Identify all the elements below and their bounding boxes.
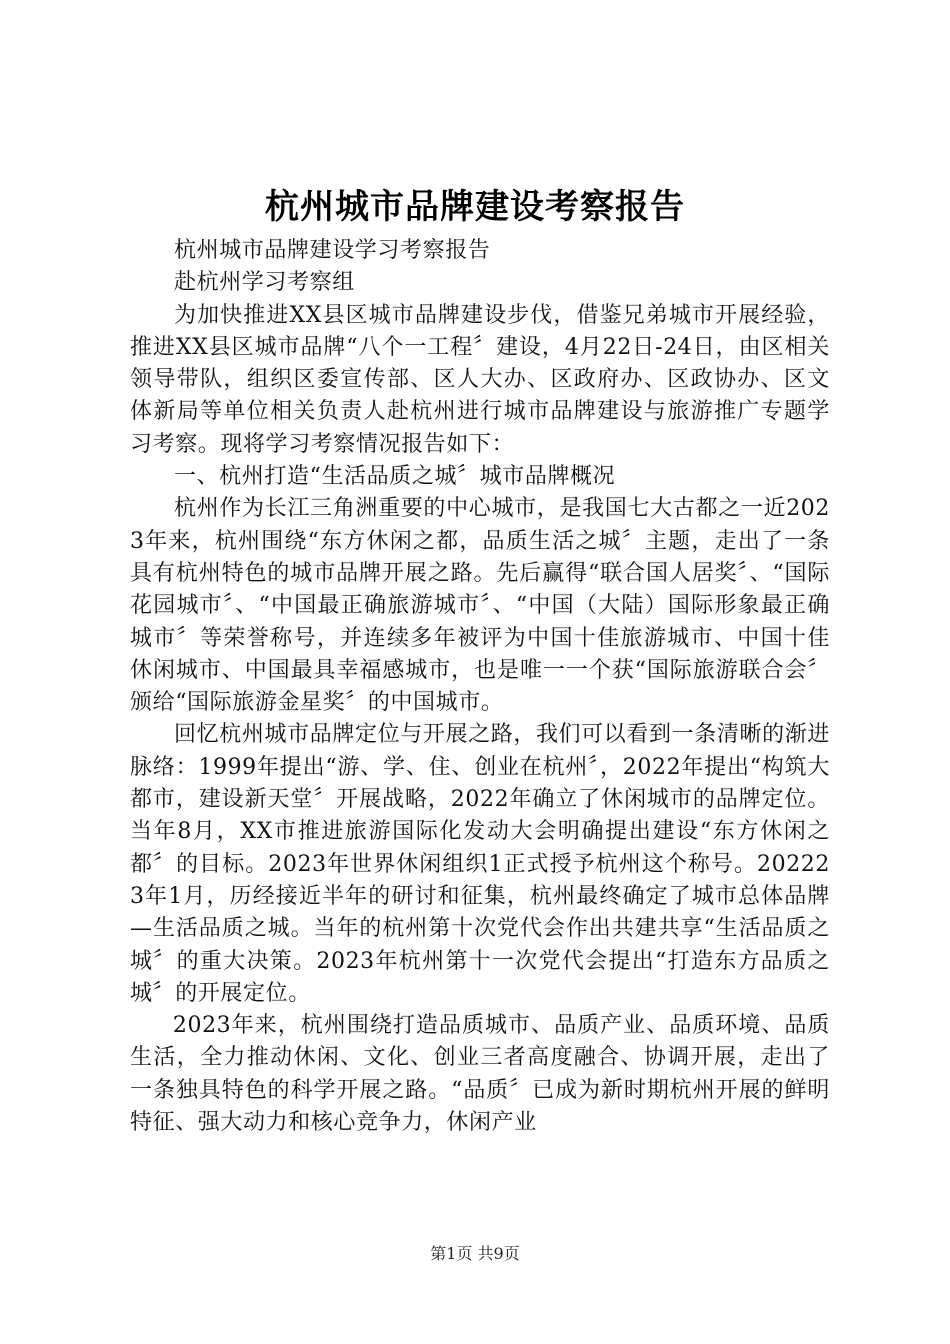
paragraph-author: 赴杭州学习考察组 bbox=[174, 270, 355, 296]
paragraph-intro: 为加快推进XX县区城市品牌建设步伐，借鉴兄弟城市开展经验，推进XX县区城市品牌“八个一工程〞建设，4月22日-24日，由区相关领导带队，组织区委宣传部、区人大办、区政府办、区政协办、区文体新局等单位相关负责人赴杭州进行城市品牌建设与旅游推广专题学习考察。现将学习考察情况报告如下： bbox=[130, 302, 830, 457]
page-number-footer: 第1页 共9页 bbox=[430, 1244, 520, 1263]
document-body bbox=[130, 235, 830, 1139]
paragraph-development: 2023年来，杭州围绕打造品质城市、品质产业、品质环境、品质生活，全力推动休闲、文化、创业三者高度融合、协调开展，走出了一条独具特色的科学开展之路。“品质〞已成为新时期杭州开展的鲜明特征、强大动力和核心竞争力，休闲产业 bbox=[130, 1013, 830, 1136]
paragraph-subtitle: 杭州城市品牌建设学习考察报告 bbox=[174, 238, 491, 263]
section-heading-1: 一、杭州打造“生活品质之城〞城市品牌概况 bbox=[174, 464, 616, 490]
paragraph-history: 回忆杭州城市品牌定位与开展之路，我们可以看到一条清晰的渐进脉络：1999年提出“游、学、住、创业在杭州〞，2022年提出“构筑大都市，建设新天堂〞开展战略，2022年确立了休闲城市的品牌定位。当年8月，XX市推进旅游国际化发动大会明确提出建设“东方休闲之都〞的目标。2023年世界休闲组织1正式授予杭州这个称号。202223年1月，历经接近半年的研讨和征集，杭州最终确定了城市总体品牌—生活品质之城。当年的杭州第十次党代会作出共建共享“生活品质之城〞的重大决策。2023年杭州第十一次党代会提出“打造东方品质之城〞的开展定位。 bbox=[130, 722, 830, 1006]
document-title: 杭州城市品牌建设考察报告 bbox=[265, 187, 685, 227]
paragraph-overview: 杭州作为长江三角洲重要的中心城市，是我国七大古都之一近2023年来，杭州围绕“东方休闲之都，品质生活之城〞主题，走出了一条具有杭州特色的城市品牌开展之路。先后赢得“联合国人居奖〞、“国际花园城市〞、“中国最正确旅游城市〞、“中国（大陆）国际形象最正确城市〞等荣誉称号，并连续多年被评为中国十佳旅游城市、中国十佳休闲城市、中国最具幸福感城市，也是唯一一个获“国际旅游联合会〞颁给“国际旅游金星奖〞的中国城市。 bbox=[130, 496, 830, 716]
